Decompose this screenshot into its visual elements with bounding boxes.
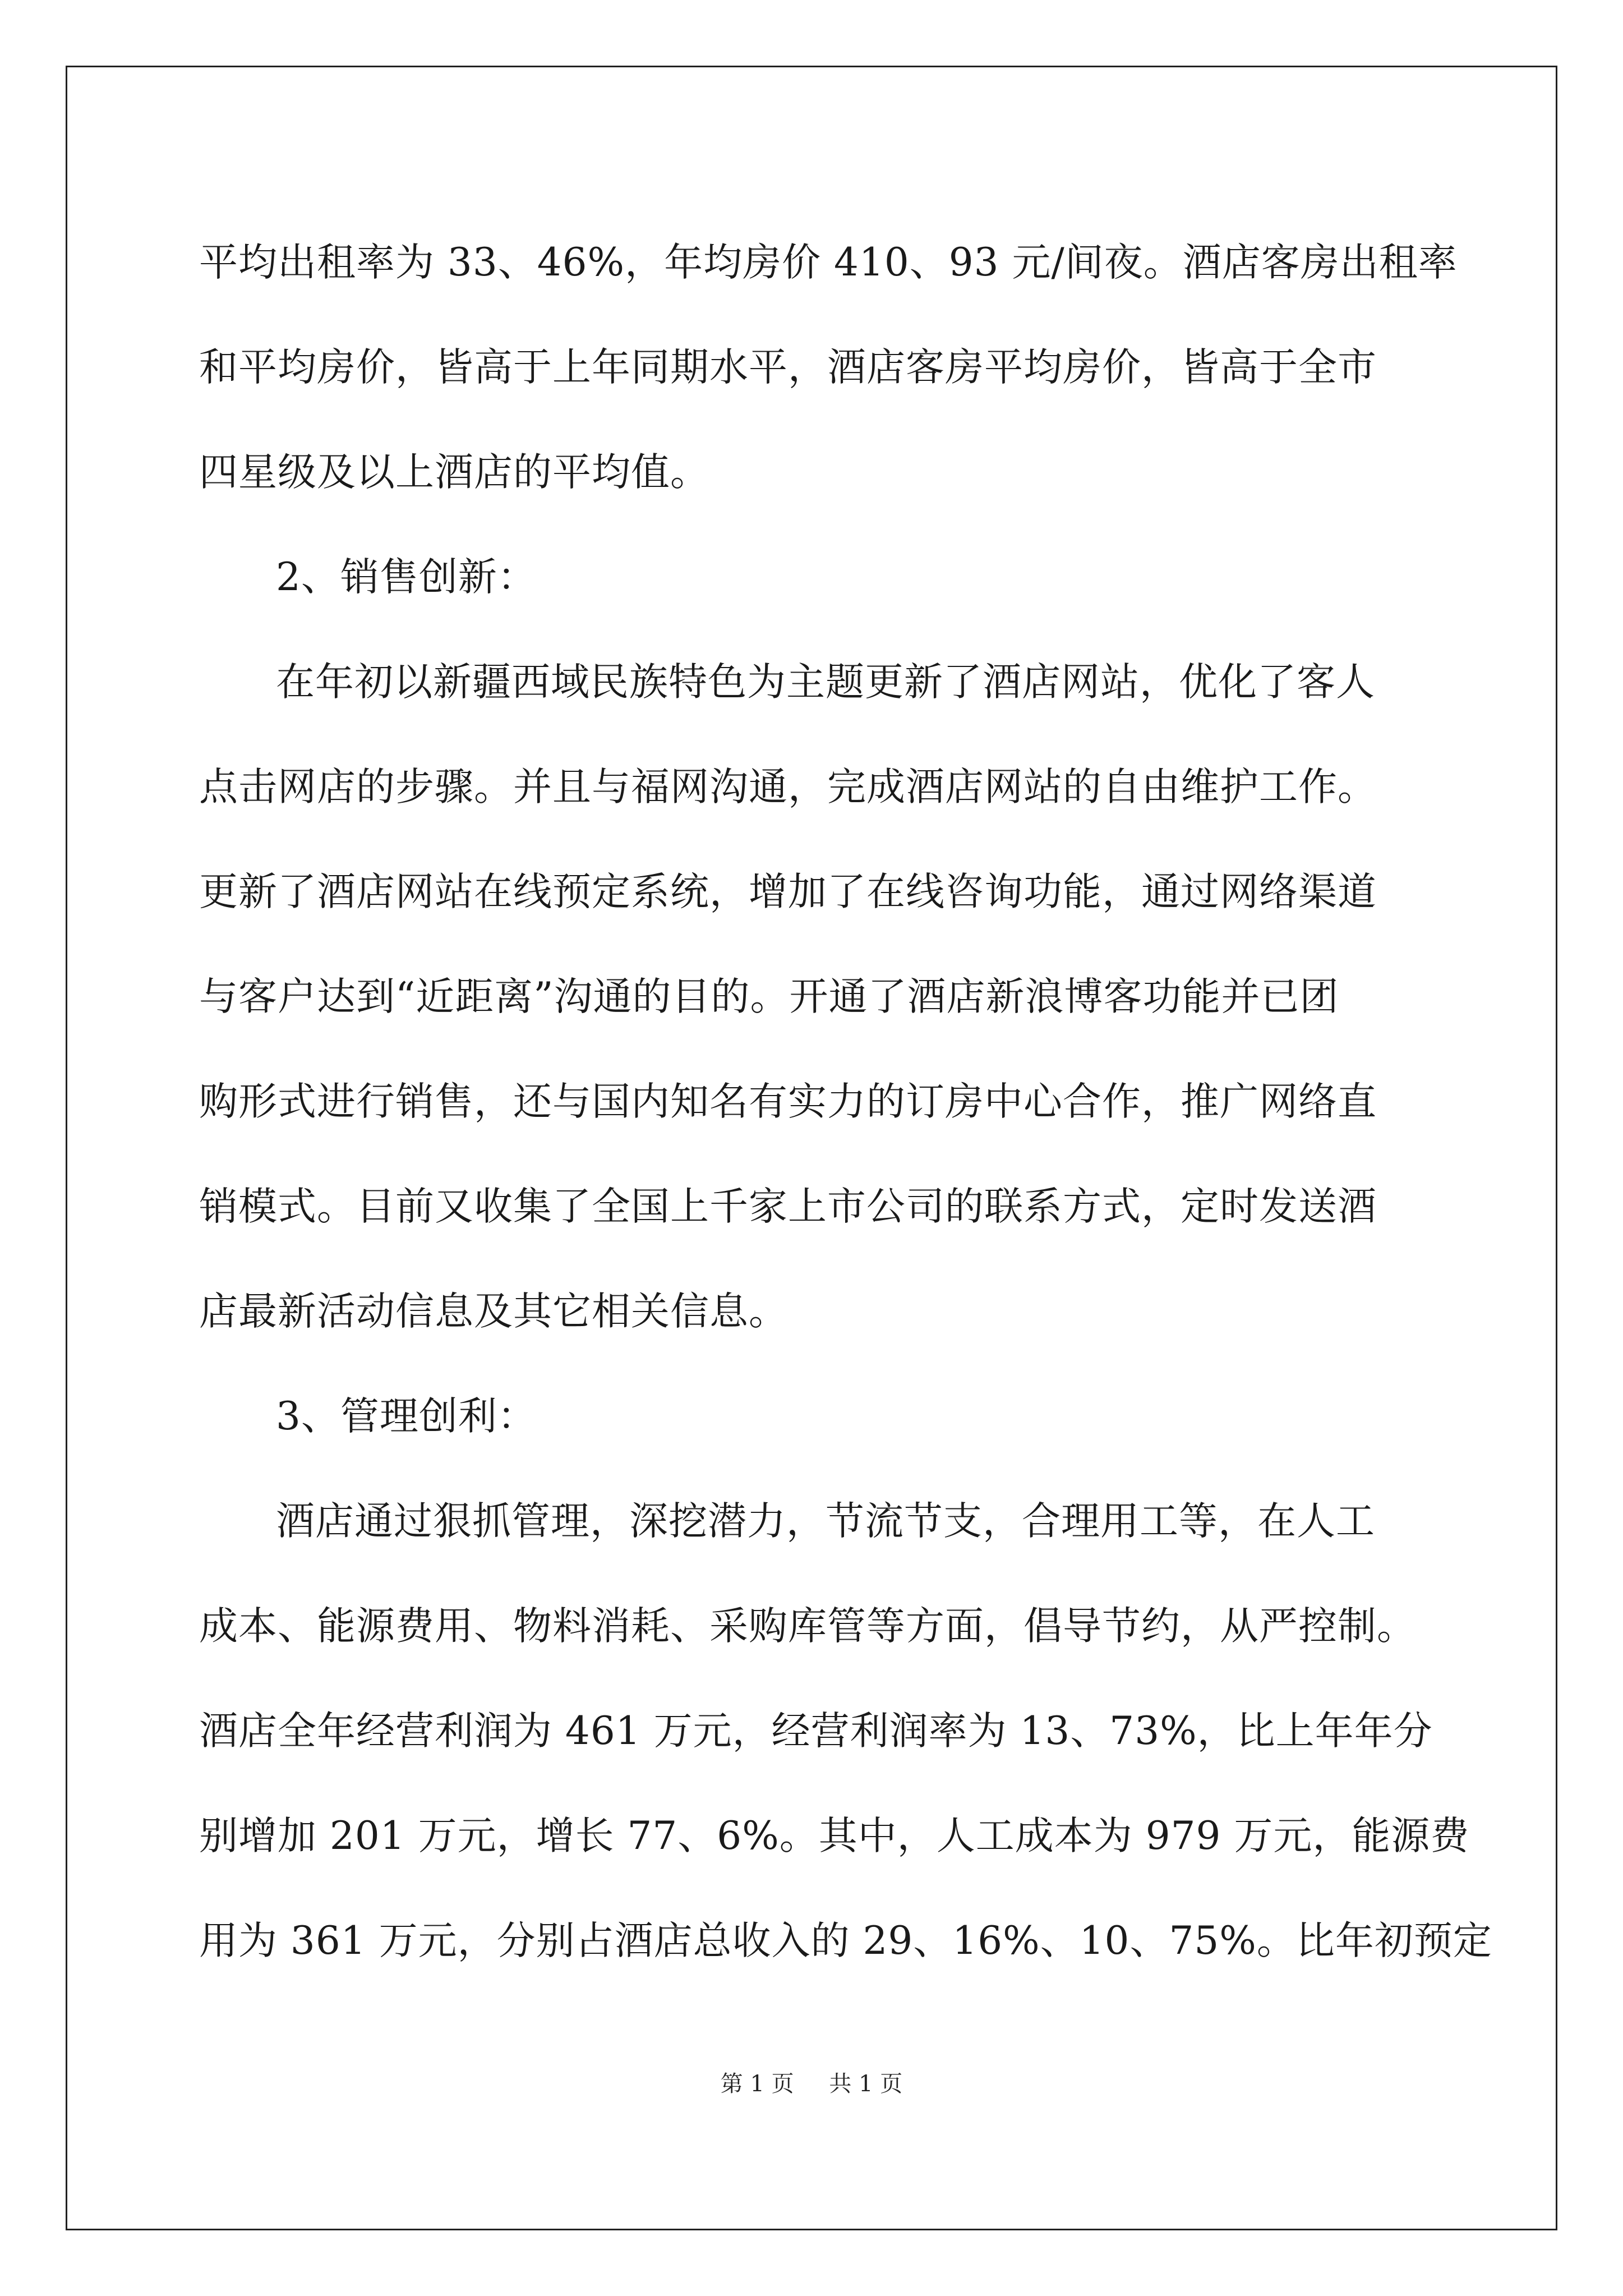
text-line: 销模式。目前又收集了全国上千家上市公司的联系方式，定时发送酒 bbox=[199, 1184, 1377, 1229]
text-line: 3、管理创利： bbox=[276, 1394, 537, 1439]
text-line: 购形式进行销售，还与国内知名有实力的订房中心合作，推广网络直 bbox=[199, 1079, 1377, 1124]
text-line: 平均出租率为 33、46%，年均房价 410、93 元/间夜。酒店客房出租率 bbox=[199, 240, 1458, 285]
text-line: 更新了酒店网站在线预定系统，增加了在线咨询功能，通过网络渠道 bbox=[199, 869, 1377, 914]
text-line: 成本、能源费用、物料消耗、采购库管等方面，倡导节约，从严控制。 bbox=[199, 1604, 1416, 1649]
text-line: 用为 361 万元，分别占酒店总收入的 29、16%、10、75%。比年初预定 bbox=[199, 1918, 1492, 1963]
text-line: 酒店全年经营利润为 461 万元，经营利润率为 13、73%，比上年年分 bbox=[199, 1709, 1433, 1754]
document-body bbox=[199, 210, 1492, 1994]
text-line: 在年初以新疆西域民族特色为主题更新了酒店网站，优化了客人 bbox=[276, 660, 1375, 705]
text-line: 店最新活动信息及其它相关信息。 bbox=[199, 1289, 788, 1334]
text-line: 别增加 201 万元，增长 77、6%。其中，人工成本为 979 万元，能源费 bbox=[199, 1814, 1470, 1858]
page-footer bbox=[0, 2067, 1623, 2101]
text-line: 与客户达到“近距离”沟通的目的。开通了酒店新浪博客功能并已团 bbox=[199, 974, 1339, 1019]
text-line: 四星级及以上酒店的平均值。 bbox=[199, 450, 709, 495]
text-line: 酒店通过狠抓管理，深挖潜力，节流节支，合理用工等，在人工 bbox=[276, 1499, 1375, 1544]
text-line: 和平均房价，皆高于上年同期水平，酒店客房平均房价，皆高于全市 bbox=[199, 345, 1377, 390]
page-total: 共 1 页 bbox=[829, 2071, 903, 2097]
text-line: 点击网店的步骤。并且与福网沟通，完成酒店网站的自由维护工作。 bbox=[199, 765, 1377, 809]
text-line: 2、销售创新： bbox=[276, 555, 537, 600]
page-number: 第 1 页 bbox=[720, 2071, 794, 2097]
